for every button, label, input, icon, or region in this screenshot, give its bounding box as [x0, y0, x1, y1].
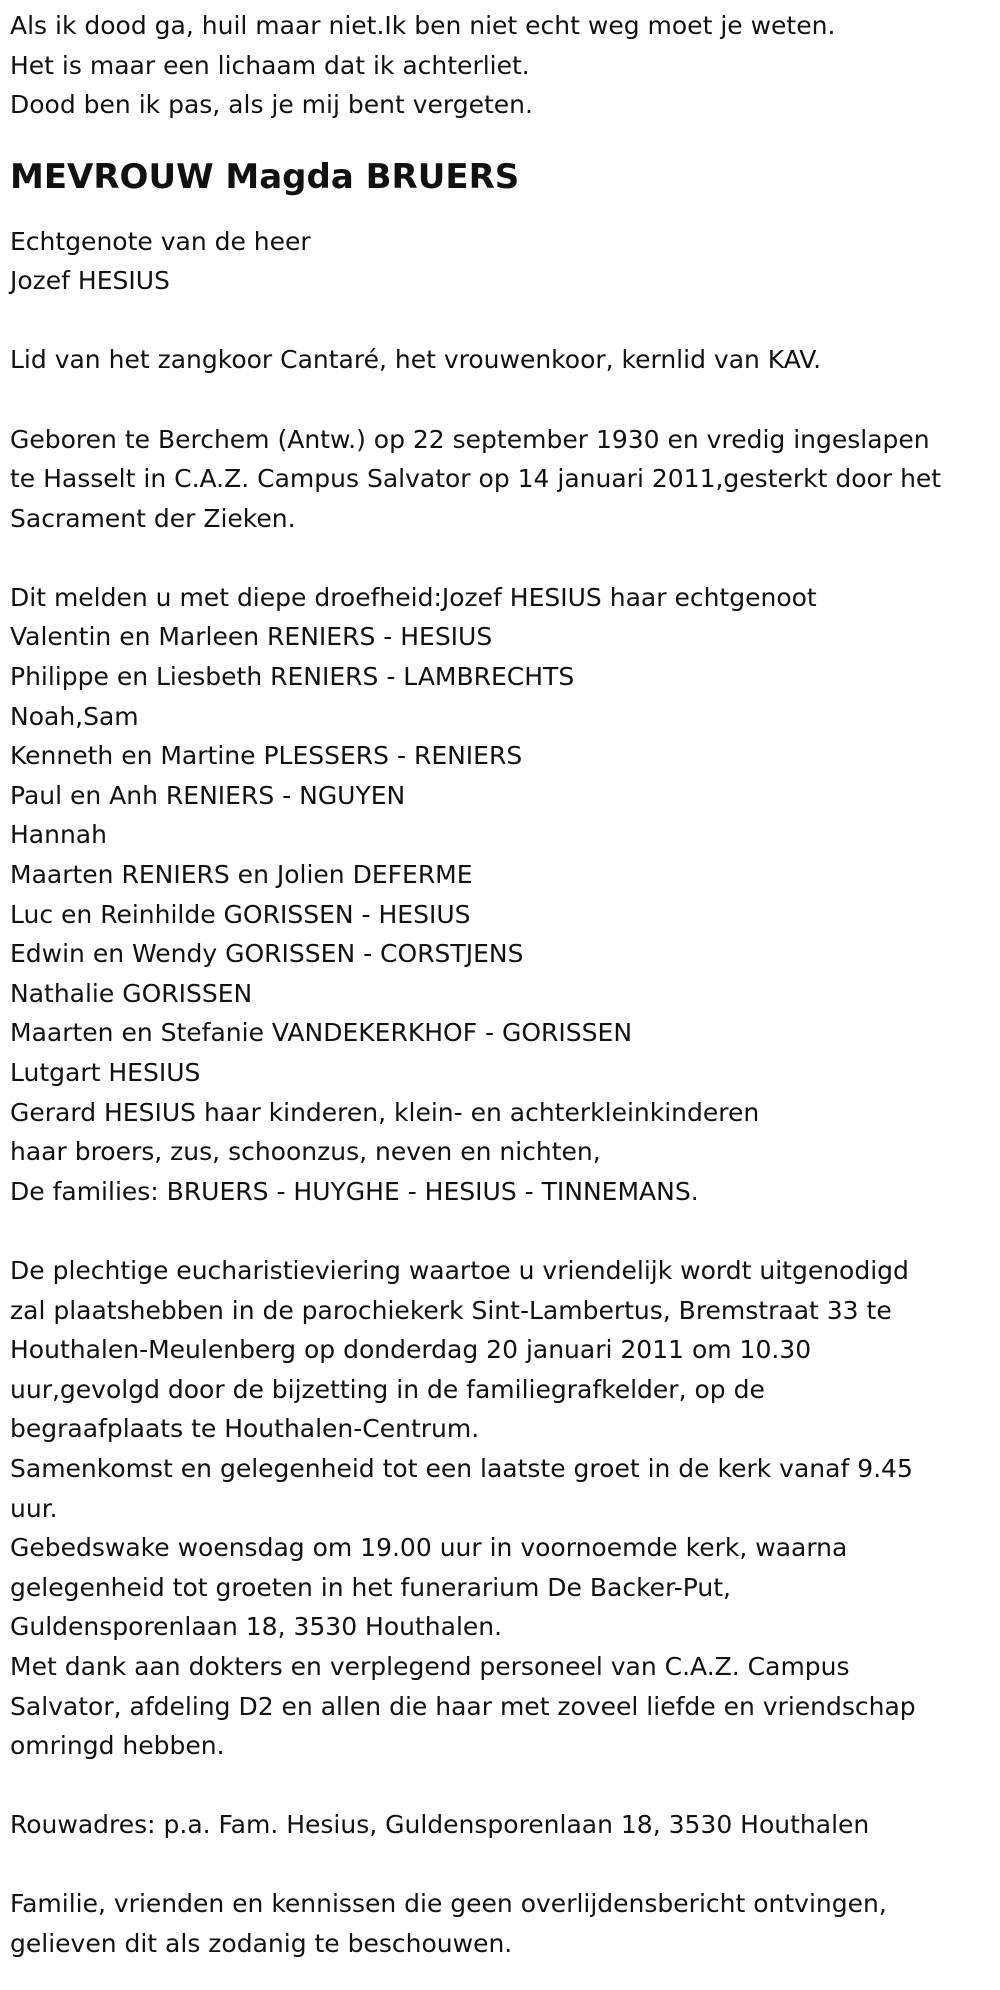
family-line: Nathalie GORISSEN: [10, 978, 253, 1008]
birth-death-line: Geboren te Berchem (Antw.) op 22 september 1930 en vredig ingeslapen: [10, 424, 930, 454]
ceremony-line: Gebedswake woensdag om 19.00 uur in voornoemde kerk, waarna: [10, 1533, 848, 1563]
closing-line: Familie, vrienden en kennissen die geen overlijdensbericht ontvingen,: [10, 1889, 887, 1919]
family-line: Kenneth en Martine PLESSERS - RENIERS: [10, 741, 523, 771]
family-line: Dit melden u met diepe droefheid:Jozef HESIUS haar echtgenoot: [10, 582, 817, 612]
birth-death-info: [10, 420, 990, 539]
family-line: Maarten en Stefanie VANDEKERKHOF - GORISSEN: [10, 1018, 633, 1048]
ceremony-info: [10, 1251, 990, 1766]
membership-text: Lid van het zangkoor Cantaré, het vrouwenkoor, kernlid van KAV.: [10, 345, 822, 375]
family-line: haar broers, zus, schoonzus, neven en nichten,: [10, 1137, 601, 1167]
ceremony-line: De plechtige eucharistieviering waartoe u vriendelijk wordt uitgenodigd: [10, 1255, 909, 1285]
poem-line: Het is maar een lichaam dat ik achterliet.: [10, 50, 530, 80]
ceremony-line: Samenkomst en gelegenheid tot een laatste groet in de kerk vanaf 9.45: [10, 1453, 913, 1483]
ceremony-line: Salvator, afdeling D2 en allen die haar met zoveel liefde en vriendschap: [10, 1691, 916, 1721]
ceremony-line: Houthalen-Meulenberg op donderdag 20 januari 2011 om 10.30: [10, 1335, 812, 1365]
ceremony-line: uur.: [10, 1493, 58, 1523]
poem-line: Dood ben ik pas, als je mij bent vergeten.: [10, 90, 533, 120]
family-line: De families: BRUERS - HUYGHE - HESIUS - TINNEMANS.: [10, 1176, 699, 1206]
family-line: Hannah: [10, 820, 107, 850]
poem: [10, 6, 990, 125]
closing-line: gelieven dit als zodanig te beschouwen.: [10, 1929, 513, 1959]
ceremony-line: omringd hebben.: [10, 1731, 225, 1761]
mourning-address: Rouwadres: p.a. Fam. Hesius, Guldensporenlaan 18, 3530 Houthalen: [10, 1810, 870, 1840]
ceremony-line: Guldensporenlaan 18, 3530 Houthalen.: [10, 1612, 503, 1642]
spouse-line: Echtgenote van de heer: [10, 226, 311, 256]
ceremony-line: gelegenheid tot groeten in het funerarium De Backer-Put,: [10, 1572, 731, 1602]
family-line: Valentin en Marleen RENIERS - HESIUS: [10, 622, 493, 652]
family-line: Luc en Reinhilde GORISSEN - HESIUS: [10, 899, 471, 929]
spouse-line: Jozef HESIUS: [10, 266, 170, 296]
family-line: Gerard HESIUS haar kinderen, klein- en achterkleinkinderen: [10, 1097, 760, 1127]
spouse-info: [10, 222, 990, 301]
birth-death-line: Sacrament der Zieken.: [10, 503, 296, 533]
ceremony-line: uur,gevolgd door de bijzetting in de familiegrafkelder, op de: [10, 1374, 765, 1404]
birth-death-line: te Hasselt in C.A.Z. Campus Salvator op 14 januari 2011,gesterkt door het: [10, 464, 942, 494]
poem-line: Als ik dood ga, huil maar niet.Ik ben niet echt weg moet je weten.: [10, 11, 836, 40]
ceremony-line: Met dank aan dokters en verplegend personeel van C.A.Z. Campus: [10, 1651, 850, 1681]
family-line: Philippe en Liesbeth RENIERS - LAMBRECHTS: [10, 662, 575, 692]
family-line: Edwin en Wendy GORISSEN - CORSTJENS: [10, 939, 524, 969]
ceremony-line: zal plaatshebben in de parochiekerk Sint-Lambertus, Bremstraat 33 te: [10, 1295, 892, 1325]
family-line: Lutgart HESIUS: [10, 1058, 201, 1088]
closing-note: [10, 1884, 990, 1963]
family-line: Noah,Sam: [10, 701, 139, 731]
ceremony-line: begraafplaats te Houthalen-Centrum.: [10, 1414, 480, 1444]
family-list: [10, 578, 990, 1212]
family-line: Maarten RENIERS en Jolien DEFERME: [10, 860, 473, 890]
family-line: Paul en Anh RENIERS - NGUYEN: [10, 780, 406, 810]
deceased-name: MEVROUW Magda BRUERS: [10, 156, 520, 197]
